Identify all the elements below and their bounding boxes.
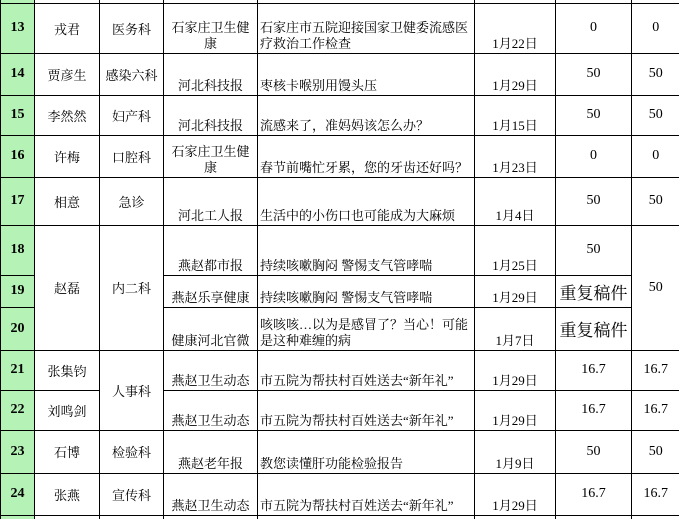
title-cell[interactable]: 市五院为帮扶村百姓送去“新年礼” — [258, 390, 475, 430]
table-row-15 — [1, 95, 679, 135]
score-cell[interactable]: 16.7 — [556, 390, 632, 430]
total-cell[interactable]: 16.7 — [632, 473, 679, 515]
date-cell[interactable]: 1月22日 — [475, 3, 556, 53]
date-cell[interactable]: 1月29日 — [475, 53, 556, 95]
publication-cell[interactable]: 河北工人报 — [164, 177, 258, 225]
row-header-14[interactable]: 14 — [1, 53, 35, 95]
table-row-23 — [1, 430, 679, 473]
dept-cell[interactable]: 妇产科 — [100, 95, 164, 135]
row-header-23[interactable]: 23 — [1, 430, 35, 473]
publication-cell[interactable]: 燕赵卫生动态 — [164, 473, 258, 515]
date-cell[interactable]: 1月4日 — [475, 177, 556, 225]
title-cell[interactable]: 持续咳嗽胸闷 警惕支气管哮喘 — [258, 275, 475, 307]
title-cell[interactable]: 流感来了，准妈妈该怎么办？ — [258, 95, 475, 135]
dept-cell[interactable]: 急诊 — [100, 177, 164, 225]
table-row-partial-25 — [1, 515, 679, 519]
total-cell[interactable]: 50 — [632, 177, 679, 225]
duplicate-note-cell[interactable]: 重复稿件 — [556, 307, 632, 350]
date-cell[interactable]: 1月15日 — [475, 95, 556, 135]
total-cell[interactable]: 16.7 — [632, 390, 679, 430]
row-header-24[interactable]: 24 — [1, 473, 35, 515]
score-cell[interactable]: 50 — [556, 53, 632, 95]
row-header-20[interactable]: 20 — [1, 307, 35, 350]
score-cell[interactable]: 0 — [556, 135, 632, 177]
date-cell[interactable] — [475, 515, 556, 519]
name-cell[interactable]: 李然然 — [35, 95, 100, 135]
name-cell[interactable]: 相意 — [35, 177, 100, 225]
publication-cell[interactable]: 燕赵卫生动态 — [164, 390, 258, 430]
score-cell[interactable]: 0 — [556, 3, 632, 53]
total-cell-merged[interactable]: 50 — [632, 225, 679, 350]
title-cell[interactable]: 咳咳咳…以为是感冒了？当心！可能是这种难缠的病 — [258, 307, 475, 350]
title-cell[interactable]: 持续咳嗽胸闷 警惕支气管哮喘 — [258, 225, 475, 275]
score-cell[interactable]: 16.7 — [556, 350, 632, 390]
title-cell[interactable] — [258, 515, 475, 519]
dept-cell[interactable]: 宣传科 — [100, 473, 164, 515]
name-cell[interactable]: 石博 — [35, 430, 100, 473]
title-cell[interactable]: 石家庄市五院迎接国家卫健委流感医疗救治工作检查 — [258, 3, 475, 53]
name-cell[interactable]: 张燕 — [35, 473, 100, 515]
score-cell[interactable]: 50 — [556, 225, 632, 275]
row-header-13[interactable]: 13 — [1, 3, 35, 53]
total-cell[interactable] — [632, 515, 679, 519]
publication-cell[interactable]: 河北科技报 — [164, 95, 258, 135]
date-cell[interactable]: 1月9日 — [475, 430, 556, 473]
dept-cell[interactable]: 医务科 — [100, 3, 164, 53]
dept-cell[interactable]: 口腔科 — [100, 135, 164, 177]
publication-cell[interactable]: 燕赵老年报 — [164, 430, 258, 473]
table-row-13 — [1, 3, 679, 53]
total-cell[interactable]: 0 — [632, 135, 679, 177]
table-row-16 — [1, 135, 679, 177]
date-cell[interactable]: 1月23日 — [475, 135, 556, 177]
publication-cell[interactable]: 石家庄卫生健康 — [164, 135, 258, 177]
dept-cell-merged[interactable]: 内二科 — [100, 225, 164, 350]
table-row-17 — [1, 177, 679, 225]
duplicate-note-cell[interactable]: 重复稿件 — [556, 275, 632, 307]
row-header-partial[interactable] — [1, 515, 35, 519]
publication-cell[interactable]: 健康河北官微 — [164, 307, 258, 350]
dept-cell[interactable]: 感染六科 — [100, 53, 164, 95]
date-cell[interactable]: 1月29日 — [475, 390, 556, 430]
row-header-15[interactable]: 15 — [1, 95, 35, 135]
row-header-21[interactable]: 21 — [1, 350, 35, 390]
total-cell[interactable]: 50 — [632, 95, 679, 135]
row-header-22[interactable]: 22 — [1, 390, 35, 430]
row-header-19[interactable]: 19 — [1, 275, 35, 307]
table-row-18 — [1, 225, 679, 275]
name-cell[interactable]: 张集钧 — [35, 350, 100, 390]
title-cell[interactable]: 市五院为帮扶村百姓送去“新年礼” — [258, 473, 475, 515]
publication-cell[interactable]: 河北科技报 — [164, 53, 258, 95]
publication-cell[interactable]: 燕赵卫生动态 — [164, 350, 258, 390]
score-cell[interactable] — [556, 515, 632, 519]
name-cell[interactable]: 戎君 — [35, 3, 100, 53]
total-cell[interactable]: 0 — [632, 3, 679, 53]
name-cell[interactable]: 贾彦生 — [35, 53, 100, 95]
name-cell[interactable] — [35, 515, 100, 519]
name-cell[interactable]: 许梅 — [35, 135, 100, 177]
table-row-24 — [1, 473, 679, 515]
date-cell[interactable]: 1月7日 — [475, 307, 556, 350]
publication-cell[interactable]: 燕赵都市报 — [164, 225, 258, 275]
dept-cell-merged[interactable]: 人事科 — [100, 350, 164, 430]
row-header-16[interactable]: 16 — [1, 135, 35, 177]
table-row-21 — [1, 350, 679, 390]
date-cell[interactable]: 1月29日 — [475, 473, 556, 515]
total-cell[interactable]: 50 — [632, 53, 679, 95]
name-cell-merged[interactable]: 赵磊 — [35, 225, 100, 350]
score-cell[interactable]: 50 — [556, 95, 632, 135]
table-row-14 — [1, 53, 679, 95]
title-cell[interactable]: 枣核卡喉别用馒头压 — [258, 53, 475, 95]
score-cell[interactable]: 16.7 — [556, 473, 632, 515]
title-cell[interactable]: 春节前嘴忙牙累，您的牙齿还好吗？ — [258, 135, 475, 177]
row-header-17[interactable]: 17 — [1, 177, 35, 225]
date-cell[interactable]: 1月29日 — [475, 350, 556, 390]
title-cell[interactable]: 市五院为帮扶村百姓送去“新年礼” — [258, 350, 475, 390]
title-cell[interactable]: 生活中的小伤口也可能成为大麻烦 — [258, 177, 475, 225]
publication-cell[interactable] — [164, 515, 258, 519]
total-cell[interactable]: 50 — [632, 430, 679, 473]
row-header-18[interactable]: 18 — [1, 225, 35, 275]
publication-cell[interactable]: 燕赵乐享健康 — [164, 275, 258, 307]
date-cell[interactable]: 1月25日 — [475, 225, 556, 275]
name-cell[interactable]: 刘鸣剑 — [35, 390, 100, 430]
date-cell[interactable]: 1月29日 — [475, 275, 556, 307]
score-cell[interactable]: 50 — [556, 177, 632, 225]
dept-cell[interactable]: 检验科 — [100, 430, 164, 473]
total-cell[interactable]: 16.7 — [632, 350, 679, 390]
dept-cell[interactable] — [100, 515, 164, 519]
publication-cell[interactable]: 石家庄卫生健康 — [164, 3, 258, 53]
score-cell[interactable]: 50 — [556, 430, 632, 473]
title-cell[interactable]: 教您读懂肝功能检验报告 — [258, 430, 475, 473]
